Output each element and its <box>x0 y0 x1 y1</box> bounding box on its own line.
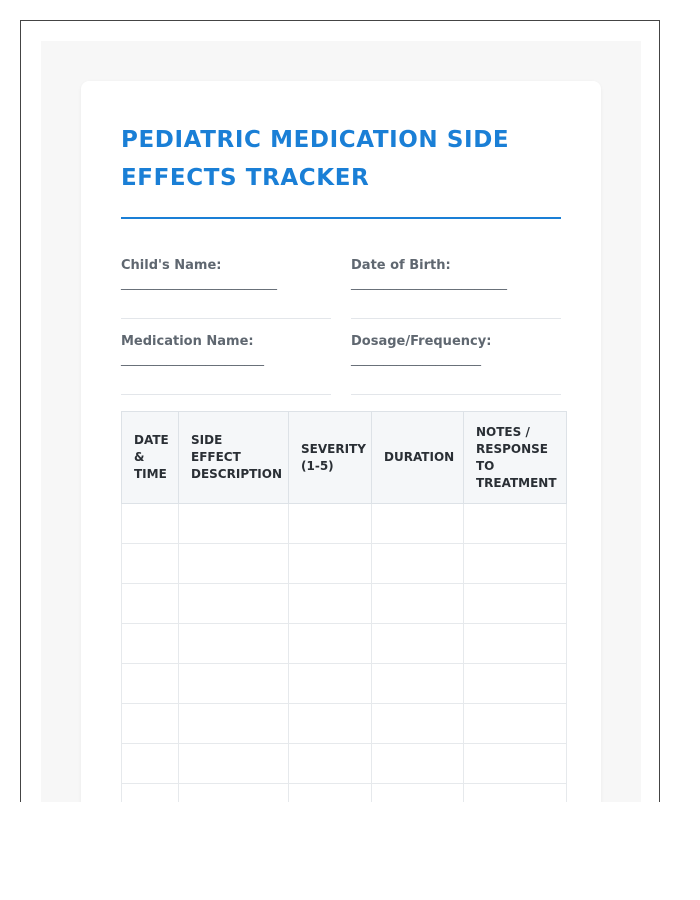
fill-in-line[interactable]: ____________________ <box>351 352 481 367</box>
table-cell[interactable] <box>464 704 567 744</box>
table-cell[interactable] <box>289 704 372 744</box>
table-cell[interactable] <box>464 744 567 784</box>
table-cell[interactable] <box>372 544 464 584</box>
table-cell[interactable] <box>464 784 567 803</box>
page-background <box>41 41 641 802</box>
dosage-frequency-field[interactable] <box>351 334 561 395</box>
table-cell[interactable] <box>372 624 464 664</box>
field-label: Child's Name: <box>121 258 222 273</box>
table-cell[interactable] <box>289 504 372 544</box>
table-cell[interactable] <box>122 544 179 584</box>
title-divider <box>121 217 561 219</box>
table-cell[interactable] <box>464 544 567 584</box>
table-cell[interactable] <box>122 624 179 664</box>
table-cell[interactable] <box>179 504 289 544</box>
table-cell[interactable] <box>464 584 567 624</box>
field-label: Medication Name: <box>121 334 254 349</box>
field-label: Dosage/Frequency: <box>351 334 492 349</box>
table-cell[interactable] <box>122 664 179 704</box>
table-cell[interactable] <box>372 704 464 744</box>
document-title: PEDIATRIC MEDICATION SIDE EFFECTS TRACKER <box>121 127 510 191</box>
column-header-notes: NOTES / RESPONSE TO TREATMENT <box>464 412 567 504</box>
table-cell[interactable] <box>372 584 464 624</box>
table-cell[interactable] <box>179 704 289 744</box>
table-cell[interactable] <box>179 784 289 803</box>
table-cell[interactable] <box>122 744 179 784</box>
table-cell[interactable] <box>122 784 179 803</box>
table-cell[interactable] <box>122 584 179 624</box>
table-cell[interactable] <box>289 624 372 664</box>
medication-name-field[interactable] <box>121 334 331 395</box>
table-row <box>122 744 567 784</box>
table-cell[interactable] <box>179 584 289 624</box>
table-cell[interactable] <box>464 664 567 704</box>
column-header-side-effect: SIDE EFFECT DESCRIPTION <box>179 412 289 504</box>
tracker-card <box>81 81 601 802</box>
table-row <box>122 544 567 584</box>
table-cell[interactable] <box>179 744 289 784</box>
date-of-birth-field[interactable] <box>351 258 561 319</box>
table-row <box>122 584 567 624</box>
table-cell[interactable] <box>289 664 372 704</box>
side-effects-table <box>121 411 567 802</box>
table-row <box>122 704 567 744</box>
column-header-severity: SEVERITY (1-5) <box>289 412 372 504</box>
table-header-row <box>122 412 567 504</box>
fill-in-line[interactable]: ________________________ <box>121 276 277 291</box>
table-cell[interactable] <box>372 784 464 803</box>
table-row <box>122 504 567 544</box>
column-header-duration: DURATION <box>372 412 464 504</box>
table-cell[interactable] <box>122 704 179 744</box>
table-cell[interactable] <box>372 504 464 544</box>
table-cell[interactable] <box>289 744 372 784</box>
table-cell[interactable] <box>372 664 464 704</box>
table-cell[interactable] <box>464 624 567 664</box>
table-row <box>122 624 567 664</box>
field-label: Date of Birth: <box>351 258 451 273</box>
table-cell[interactable] <box>179 624 289 664</box>
table-cell[interactable] <box>289 784 372 803</box>
table-cell[interactable] <box>122 504 179 544</box>
table-cell[interactable] <box>464 504 567 544</box>
page-frame <box>20 20 660 802</box>
table-cell[interactable] <box>289 584 372 624</box>
table-cell[interactable] <box>372 744 464 784</box>
table-row <box>122 784 567 803</box>
column-header-date-time: DATE & TIME <box>122 412 179 504</box>
fill-in-line[interactable]: ______________________ <box>121 352 264 367</box>
table-cell[interactable] <box>179 544 289 584</box>
fill-in-line[interactable]: ________________________ <box>351 276 507 291</box>
table-row <box>122 664 567 704</box>
table-cell[interactable] <box>179 664 289 704</box>
table-cell[interactable] <box>289 544 372 584</box>
childs-name-field[interactable] <box>121 258 331 319</box>
